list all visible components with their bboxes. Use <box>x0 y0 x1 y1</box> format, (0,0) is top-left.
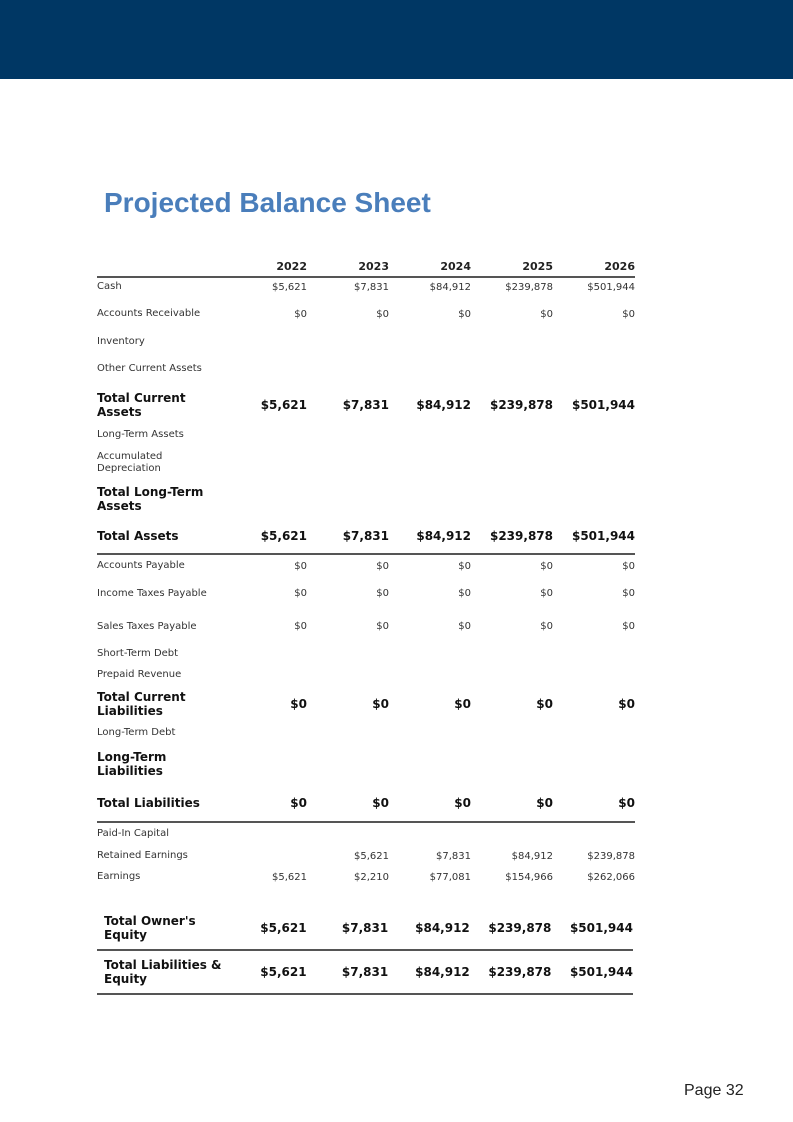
row-value: $0 <box>540 308 553 320</box>
row-label: Accumulated Depreciation <box>97 450 163 474</box>
header-band <box>0 0 793 79</box>
row-value: $0 <box>622 588 635 599</box>
row-value: $239,878 <box>489 529 553 543</box>
row-label: Total Liabilities & Equity <box>104 958 222 986</box>
row-value: $84,912 <box>416 529 471 543</box>
row-value: $0 <box>294 621 307 632</box>
row-value: $0 <box>540 560 553 572</box>
row-label: Long-Term Assets <box>97 429 184 440</box>
row-value: $0 <box>458 588 471 599</box>
row-value: $0 <box>372 697 389 711</box>
row-value: $0 <box>540 621 553 632</box>
row-value: $0 <box>376 560 389 572</box>
row-value: $501,944 <box>569 921 633 935</box>
row-label: Earnings <box>97 871 141 882</box>
row-value: $0 <box>294 308 307 320</box>
row-value: $0 <box>536 796 553 810</box>
row-value: $2,210 <box>354 871 389 883</box>
row-label: Inventory <box>97 336 145 347</box>
year-header: 2023 <box>358 260 389 273</box>
row-value: $501,944 <box>587 281 635 293</box>
row-value: $501,944 <box>569 965 633 979</box>
row-label: Retained Earnings <box>97 850 188 861</box>
table-row <box>97 685 635 723</box>
row-label: Total Current Assets <box>97 391 186 419</box>
row-label: Long-Term Debt <box>97 727 176 738</box>
table-row <box>97 887 633 951</box>
row-value: $0 <box>622 308 635 320</box>
table-row <box>97 823 635 845</box>
row-value: $239,878 <box>587 850 635 862</box>
row-value: $5,621 <box>354 850 389 862</box>
row-value: $77,081 <box>429 871 471 883</box>
table-row <box>97 785 635 823</box>
row-value: $5,621 <box>272 281 307 293</box>
table-row <box>97 424 635 446</box>
row-value: $239,878 <box>488 965 552 979</box>
row-label: Total Long-Term Assets <box>97 485 204 513</box>
table-row <box>97 610 635 643</box>
row-value: $5,621 <box>272 871 307 883</box>
row-value: $7,831 <box>341 921 389 935</box>
balance-sheet-table <box>97 250 635 995</box>
table-row <box>97 352 635 386</box>
row-value: $262,066 <box>587 871 635 883</box>
row-label: Accounts Payable <box>97 560 185 571</box>
row-value: $0 <box>454 796 471 810</box>
row-label: Cash <box>97 281 122 292</box>
table-header-row <box>97 250 635 278</box>
row-value: $0 <box>372 796 389 810</box>
row-value: $7,831 <box>354 281 389 293</box>
row-label: Paid-In Capital <box>97 828 169 839</box>
table-row <box>97 296 635 332</box>
year-header: 2022 <box>276 260 307 273</box>
table-row <box>97 723 635 743</box>
row-value: $0 <box>376 588 389 599</box>
page-number: Page 32 <box>684 1082 744 1099</box>
year-header: 2025 <box>522 260 553 273</box>
row-value: $84,912 <box>415 921 470 935</box>
row-label: Sales Taxes Payable <box>97 620 197 632</box>
row-value: $0 <box>290 697 307 711</box>
table-row <box>97 665 635 685</box>
row-value: $0 <box>622 621 635 632</box>
row-value: $239,878 <box>488 921 552 935</box>
row-label: Total Current Liabilities <box>97 690 186 718</box>
row-label: Long-Term Liabilities <box>97 750 167 778</box>
row-value: $84,912 <box>429 281 471 293</box>
table-row <box>97 479 635 519</box>
row-value: $0 <box>376 621 389 632</box>
table-row <box>97 577 635 610</box>
row-value: $0 <box>540 588 553 599</box>
row-label: Other Current Assets <box>97 363 202 374</box>
row-value: $0 <box>290 796 307 810</box>
row-value: $0 <box>618 796 635 810</box>
row-value: $5,621 <box>260 965 307 979</box>
table-row <box>97 867 635 887</box>
row-value: $239,878 <box>505 281 553 293</box>
row-value: $0 <box>618 697 635 711</box>
row-value: $0 <box>294 560 307 572</box>
table-row <box>97 951 633 995</box>
row-label: Income Taxes Payable <box>97 587 207 599</box>
row-value: $84,912 <box>416 398 471 412</box>
table-row <box>97 845 635 867</box>
row-value: $0 <box>458 308 471 320</box>
row-value: $0 <box>458 560 471 572</box>
row-label: Total Owner's Equity <box>104 914 196 942</box>
table-row <box>97 386 635 424</box>
row-value: $0 <box>536 697 553 711</box>
row-label: Total Assets <box>97 529 179 543</box>
table-row <box>97 643 635 665</box>
table-row <box>97 743 635 785</box>
row-value: $0 <box>622 560 635 572</box>
row-value: $5,621 <box>260 921 307 935</box>
row-value: $501,944 <box>571 398 635 412</box>
row-value: $7,831 <box>342 529 389 543</box>
row-value: $7,831 <box>342 398 389 412</box>
row-value: $84,912 <box>415 965 470 979</box>
row-value: $84,912 <box>511 850 553 862</box>
row-value: $0 <box>376 308 389 320</box>
table-row <box>97 555 635 577</box>
row-label: Accounts Receivable <box>97 308 201 319</box>
row-value: $0 <box>454 697 471 711</box>
row-value: $239,878 <box>489 398 553 412</box>
row-value: $501,944 <box>571 529 635 543</box>
row-label: Total Liabilities <box>97 796 200 810</box>
row-value: $5,621 <box>260 398 307 412</box>
row-value: $0 <box>458 621 471 632</box>
table-row <box>97 278 635 296</box>
row-label: Short-Term Debt <box>97 648 179 659</box>
row-value: $5,621 <box>260 529 307 543</box>
row-value: $7,831 <box>436 850 471 862</box>
page-title: Projected Balance Sheet <box>104 187 431 218</box>
row-value: $0 <box>294 588 307 599</box>
table-row <box>97 446 635 479</box>
year-header: 2026 <box>604 260 635 273</box>
table-row <box>97 519 635 555</box>
table-row <box>97 332 635 352</box>
row-value: $7,831 <box>341 965 389 979</box>
year-header: 2024 <box>440 260 471 273</box>
row-value: $154,966 <box>505 871 553 883</box>
row-label: Prepaid Revenue <box>97 669 182 680</box>
